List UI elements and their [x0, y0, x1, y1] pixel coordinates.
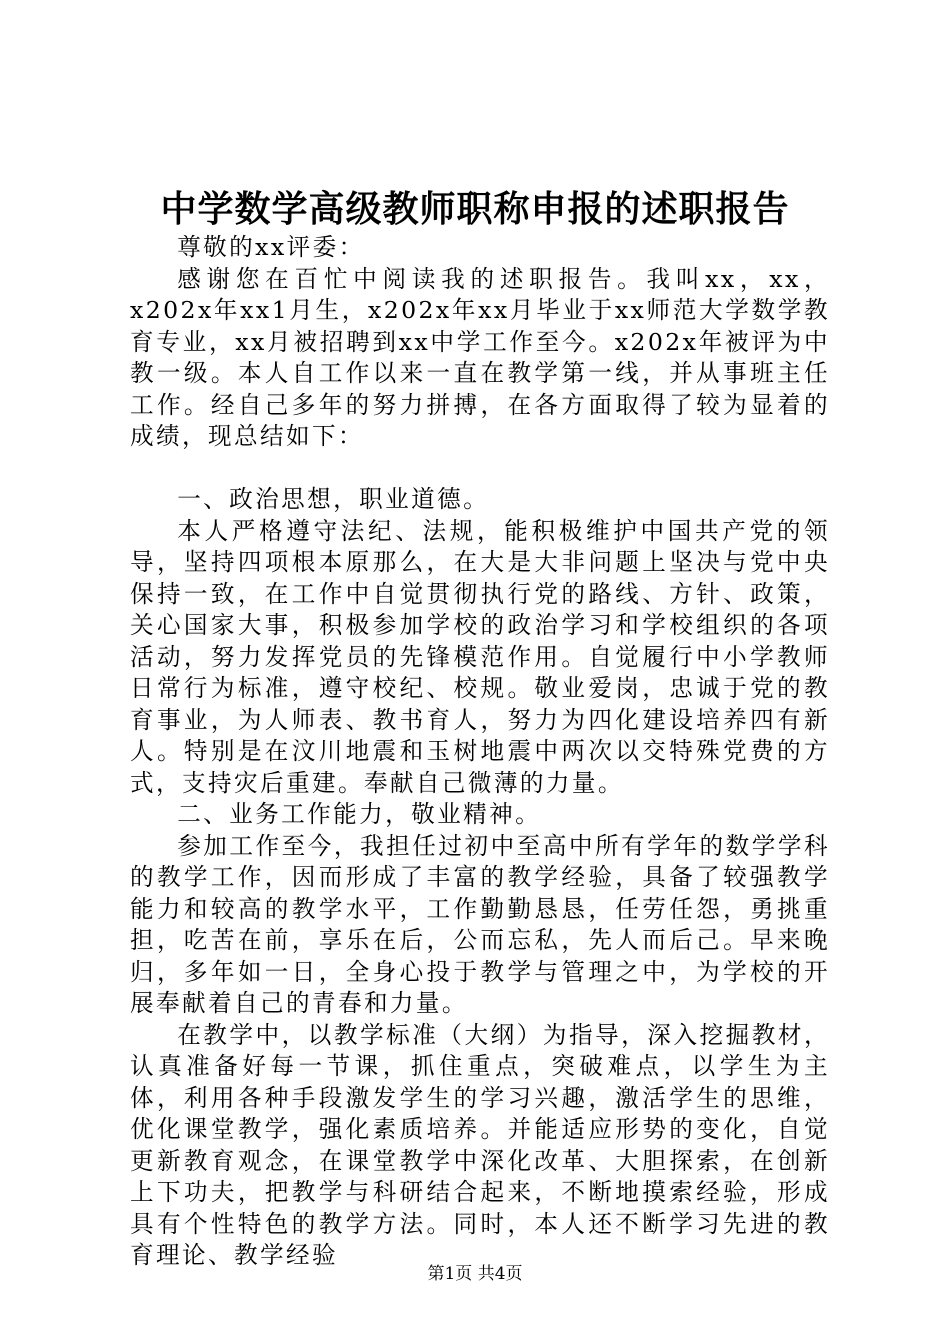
document-body: [130, 232, 830, 1272]
teaching-paragraph: 在教学中，以教学标准（大纲）为指导，深入挖掘教材，认真准备好每一节课，抓住重点，突破难点，以学生为主体，利用各种手段激发学生的学习兴趣，激活学生的思维，优化课堂教学，强化素质培养。并能适应形势的变化，自觉更新教育观念，在课堂教学中深化改革、大胆探索，在创新上下功夫，把教学与科研结合起来，不断地摸索经验，形成具有个性特色的教学方法。同时，本人还不断学习先进的教育理论、教学经验: [130, 1020, 830, 1269]
work-paragraph: 参加工作至今，我担任过初中至高中所有学年的数学学科的教学工作，因而形成了丰富的教学经验，具备了较强教学能力和较高的教学水平，工作勤勤恳恳，任劳任怨，勇挑重担，吃苦在前，享乐在后，公而忘私，先人而后己。早来晚归，多年如一日，全身心投于教学与管理之中，为学校的开展奉献着自己的青春和力量。: [130, 831, 830, 1017]
intro-paragraph: 感谢您在百忙中阅读我的述职报告。我叫xx，xx，x202x年xx1月生，x202x年xx月毕业于xx师范大学数学教育专业，xx月被招聘到xx中学工作至今。x202x年被评为中教一级。本人自工作以来一直在教学第一线，并从事班主任工作。经自己多年的努力拼搏，在各方面取得了较为显着的成绩，现总结如下：: [130, 264, 830, 450]
document-title: 中学数学高级教师职称申报的述职报告: [160, 188, 790, 230]
salutation: 尊敬的xx评委：: [177, 233, 365, 261]
page-number-footer: 第1页 共4页: [427, 1264, 523, 1284]
section-heading-work: 二、业务工作能力，敬业精神。: [177, 800, 542, 828]
politics-paragraph: 本人严格遵守法纪、法规，能积极维护中国共产党的领导，坚持四项根本原那么，在大是大非问题上坚决与党中央保持一致，在工作中自觉贯彻执行党的路线、方针、政策，关心国家大事，积极参加学校的政治学习和学校组织的各项活动，努力发挥党员的先锋模范作用。自觉履行中小学教师日常行为标准，遵守校纪、校规。敬业爱岗，忠诚于党的教育事业，为人师表、教书育人，努力为四化建设培养四有新人。特别是在汶川地震和玉树地震中两次以交特殊党费的方式，支持灾后重建。奉献自己微薄的力量。: [130, 516, 830, 797]
section-heading-politics: 一、政治思想，职业道德。: [177, 485, 490, 513]
